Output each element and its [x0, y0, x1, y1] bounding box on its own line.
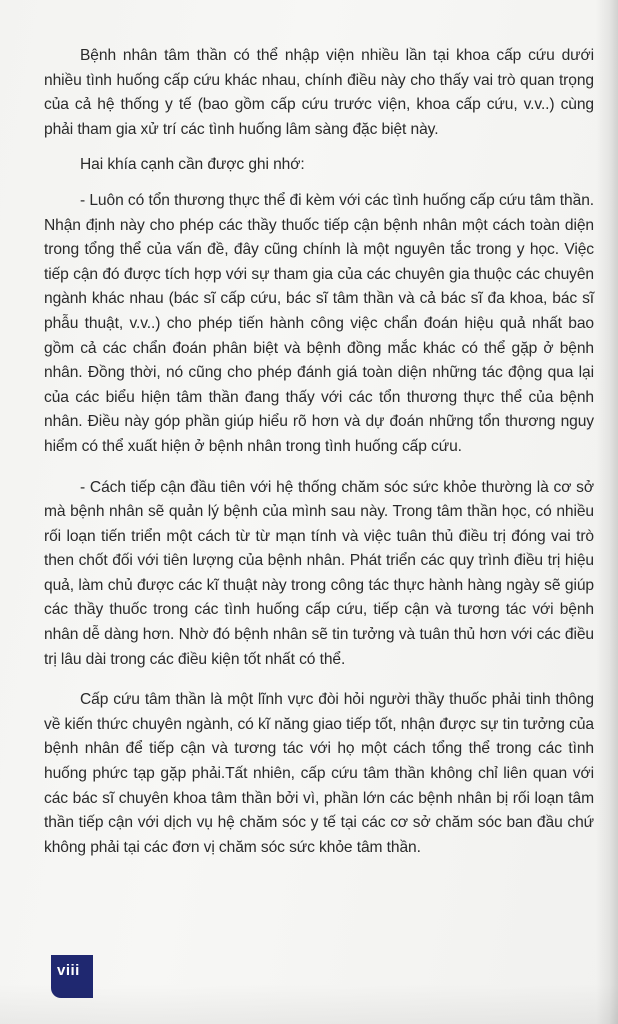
aspects-heading: Hai khía cạnh cần được ghi nhớ: — [80, 156, 305, 174]
intro-paragraph: Bệnh nhân tâm thần có thể nhập viện nhiều lần tại khoa cấp cứu dưới nhiều tình huống cấp cứu khác nhau, chính điều này cho thấy vai trò quan trọng của cả hệ thống y tế (bao gồm cấp cứu trước viện, khoa cấp cứu, v.v..) cùng phải tham gia xử trí các tình huống lâm sàng đặc biệt này. — [44, 47, 594, 138]
bottom-shadow — [0, 984, 618, 1024]
page-number: viii — [57, 962, 80, 979]
aspect-one-paragraph: - Luôn có tổn thương thực thể đi kèm với các tình huống cấp cứu tâm thần. Nhận định này cho phép các thầy thuốc tiếp cận bệnh nhân một cách toàn diện trong tổng thể của vấn đề, đây cũng chính là một nguyên tắc trong y học. Việc tiếp cận đó được tích hợp với sự tham gia của các chuyên gia thuộc các chuyên ngành khác nhau (bác sĩ cấp cứu, bác sĩ tâm thần và cả bác sĩ đa khoa, bác sĩ phẫu thuật, v.v..) cho phép tiến hành công việc chẩn đoán hiệu quả nhất bao gồm cả các chẩn đoán phân biệt và bệnh đồng mắc khác có thể gặp ở bệnh nhân. Đồng thời, nó cũng cho phép đánh giá toàn diện những tác động qua lại của các biểu hiện tâm thần đang thấy với các tổn thương thực thể của bệnh nhân. Điều này góp phần giúp hiểu rõ hơn và dự đoán những tổn thương nguy hiểm có thể xuất hiện ở bệnh nhân trong tình huống cấp cứu. — [44, 191, 594, 455]
spine-shadow — [596, 0, 618, 1024]
closing-paragraph: Cấp cứu tâm thần là một lĩnh vực đòi hỏi người thầy thuốc phải tinh thông về kiến thức chuyên ngành, có kĩ năng giao tiếp tốt, nhận được sự tin tưởng của bệnh nhân để tiếp cận và tương tác với họ một cách tổng thể trong các tình huống phức tạp gặp phải.Tất nhiên, cấp cứu tâm thần không chỉ liên quan với các bác sĩ chuyên khoa tâm thần bởi vì, phần lớn các bệnh nhân bị rối loạn tâm thần tiếp cận với dịch vụ hệ chăm sóc y tế tại các cơ sở chăm sóc ban đầu chứ không phải tại các đơn vị chăm sóc sức khỏe tâm thần. — [44, 691, 594, 856]
aspect-two-paragraph: - Cách tiếp cận đầu tiên với hệ thống chăm sóc sức khỏe thường là cơ sở mà bệnh nhân sẽ quản lý bệnh của mình sau này. Trong tâm thần học, có nhiều rối loạn tiến triển một cách từ từ mạn tính và việc tuân thủ điều trị đóng vai trò then chốt đối với tiên lượng của bệnh nhân. Phát triển các quy trình điều trị hiệu quả, làm chủ được các kĩ thuật này trong công tác thực hành hàng ngày sẽ giúp các thầy thuốc trong các tình huống cấp cứu, tiếp cận và tương tác với bệnh nhân dễ dàng hơn. Nhờ đó bệnh nhân sẽ tin tưởng và tuân thủ hơn với các điều trị lâu dài trong các điều kiện tốt nhất có thể. — [44, 478, 594, 668]
body-text — [44, 44, 594, 860]
